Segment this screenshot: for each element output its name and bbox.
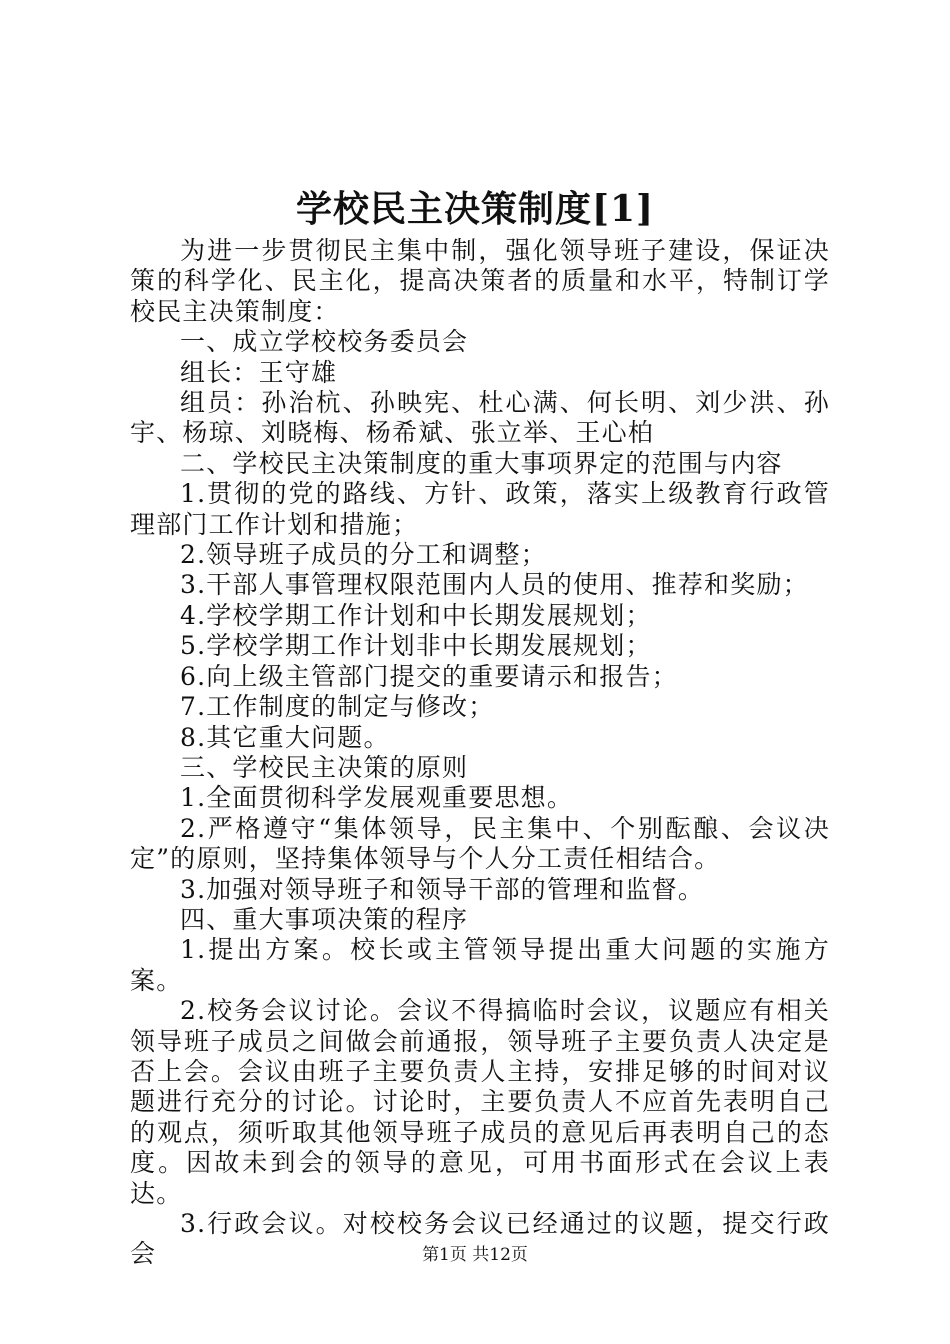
document-title: 学校民主决策制度[1] xyxy=(295,188,655,230)
section-heading-1: 一、成立学校校务委员会 xyxy=(180,327,469,357)
list-item: 2.严格遵守“集体领导，民主集中、个别酝酿、会议决定”的原则，坚持集体领导与个人分工责任相结合。 xyxy=(130,813,830,874)
list-item: 4.学校学期工作计划和中长期发展规划； xyxy=(180,600,652,630)
section-heading-2: 二、学校民主决策制度的重大事项界定的范围与内容 xyxy=(180,448,783,478)
list-item: 3.加强对领导班子和领导干部的管理和监督。 xyxy=(180,874,705,904)
section-heading-3: 三、学校民主决策的原则 xyxy=(180,752,469,782)
list-item: 8.其它重大问题。 xyxy=(180,722,390,752)
section-heading-4: 四、重大事项决策的程序 xyxy=(180,904,469,934)
list-item: 3.行政会议。对校校务会议已经通过的议题，提交行政会 xyxy=(130,1209,830,1269)
list-item: 1.全面贯彻科学发展观重要思想。 xyxy=(180,783,574,813)
group-leader-line: 组长：王守雄 xyxy=(180,357,338,387)
intro-paragraph: 为进一步贯彻民主集中制，强化领导班子建设，保证决策的科学化、民主化，提高决策者的质量和水平，特制订学校民主决策制度： xyxy=(130,236,830,326)
list-item: 2.领导班子成员的分工和调整； xyxy=(180,540,547,570)
list-item: 6.向上级主管部门提交的重要请示和报告； xyxy=(180,661,678,691)
group-members-line: 组员：孙治杭、孙映宪、杜心满、何长明、刘少洪、孙宇、杨琼、刘晓梅、杨希斌、张立举、王心柏 xyxy=(130,388,830,448)
list-item: 1.贯彻的党的路线、方针、政策，落实上级教育行政管理部门工作计划和措施； xyxy=(130,479,830,539)
page-indicator: 第1页 共12页 xyxy=(422,1245,528,1265)
list-item: 3.干部人事管理权限范围内人员的使用、推荐和奖励； xyxy=(180,570,809,600)
list-item: 5.学校学期工作计划非中长期发展规划； xyxy=(180,631,652,661)
list-item: 1.提出方案。校长或主管领导提出重大问题的实施方案。 xyxy=(130,935,830,995)
list-item: 7.工作制度的制定与修改； xyxy=(180,692,495,722)
list-item: 2.校务会议讨论。会议不得搞临时会议，议题应有相关领导班子成员之间做会前通报，领导班子主要负责人决定是否上会。会议由班子主要负责人主持，安排足够的时间对议题进行充分的讨论。讨论时，主要负责人不应首先表明自己的观点，须听取其他领导班子成员的意见后再表明自己的态度。因故未到会的领导的意见，可用书面形式在会议上表达。 xyxy=(130,996,830,1208)
document-body xyxy=(130,236,830,1270)
